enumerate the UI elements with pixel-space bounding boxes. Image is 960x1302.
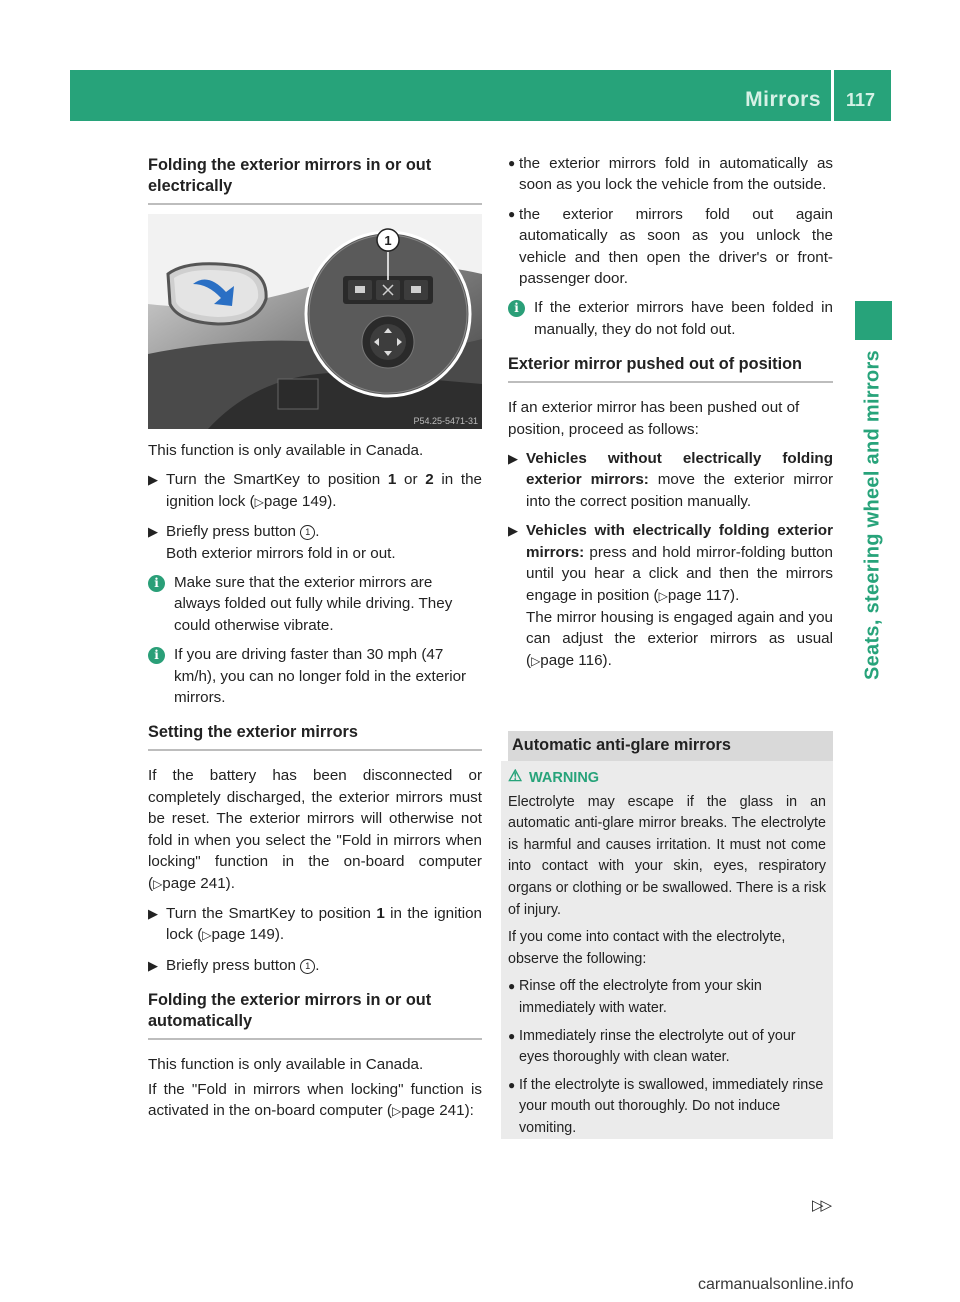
- right-column: [508, 153, 833, 672]
- arrow-right-icon: ▶: [508, 451, 518, 467]
- arrow-right-icon: ▶: [148, 524, 158, 540]
- arrow-right-icon: ▶: [508, 523, 518, 539]
- note-manual-fold: i If the exterior mirrors have been folded in manually, they do not fold out.: [508, 297, 833, 340]
- list-item: ● the exterior mirrors fold out again automatically as soon as you unlock the vehicle and then open the driver's or front-passenger door.: [508, 205, 833, 288]
- bullet-icon: ●: [508, 1077, 516, 1092]
- bullet-icon: ●: [508, 1028, 516, 1043]
- list-item: ● If the electrolyte is swallowed, immediately rinse your mouth out thoroughly. Do not induce vomiting.: [508, 1076, 824, 1136]
- list-item: ● Immediately rinse the electrolyte out of your eyes thoroughly with clean water.: [508, 1027, 796, 1066]
- availability-text: This function is only available in Canada.: [148, 442, 424, 459]
- info-icon: i: [148, 575, 165, 592]
- arrow-right-icon: ▶: [148, 905, 158, 921]
- page-reference-icon: ▷: [658, 588, 668, 603]
- info-icon: i: [508, 300, 525, 317]
- list-item: ● Rinse off the electrolyte from your skin immediately with water.: [508, 978, 762, 1016]
- availability-text-2: This function is only available in Canada.: [148, 1056, 424, 1074]
- photo-code: P54.25-5471-31: [413, 416, 478, 426]
- page-link[interactable]: page 149).: [263, 492, 337, 510]
- left-column-top: [148, 155, 482, 219]
- section-title: Mirrors: [745, 88, 821, 111]
- list-item: ● the exterior mirrors fold in automatically as soon as you lock the vehicle from the outside.: [508, 155, 833, 194]
- reset-text: If the battery has been disconnected or completely discharged, the exterior mirrors must be reset. The exterior mirrors will otherwise not fold in when you select the "Fold in mirrors when locking" function in the on-board computer (▷page 241).: [148, 767, 482, 892]
- page-number: 117: [846, 90, 876, 110]
- page-link[interactable]: page 149).: [211, 926, 285, 944]
- callout-number: 1: [384, 233, 392, 248]
- auto-fold-condition: If the "Fold in mirrors when locking" function is activated in the on-board computer (▷page 241):: [148, 1080, 482, 1119]
- step-press-button-2: ▶ Briefly press button 1 .: [148, 955, 482, 976]
- bullet-icon: ●: [508, 156, 516, 170]
- page-link[interactable]: page 116).: [540, 651, 612, 669]
- chapter-tab-marker: [855, 301, 892, 340]
- warning-label: ⚠ WARNING: [508, 768, 600, 786]
- heading-setting-mirrors: Setting the exterior mirrors: [148, 722, 482, 751]
- note-fold-out: i Make sure that the exterior mirrors are always folded out fully while driving. They could otherwise vibrate.: [148, 572, 482, 636]
- step-turn-smartkey: ▶ Turn the SmartKey to position 1 or 2 in the ignition lock (▷page 149).: [148, 471, 482, 510]
- heading-pushed-out: Exterior mirror pushed out of position: [508, 354, 833, 383]
- arrow-right-icon: ▶: [148, 957, 158, 973]
- info-icon: i: [148, 647, 165, 664]
- watermark: carmanualsonline.info: [698, 1276, 854, 1293]
- step-without-folding: ▶ Vehicles without electrically folding exterior mirrors: move the exterior mirror into the correct position manually.: [508, 450, 834, 510]
- page-reference-icon: ▷: [531, 653, 541, 668]
- arrow-right-icon: ▶: [148, 472, 158, 488]
- warning-instruction: If you come into contact with the electrolyte, observe the following:: [508, 929, 786, 967]
- page-reference-icon: ▷: [391, 1103, 402, 1118]
- chapter-tab-label: Seats, steering wheel and mirrors: [861, 349, 884, 681]
- warning-content: [508, 768, 826, 1140]
- page-link[interactable]: page 241).: [162, 874, 235, 892]
- bullet-icon: ●: [508, 979, 516, 994]
- step-turn-smartkey-2: ▶ Turn the SmartKey to position 1 in the ignition lock (▷page 149).: [148, 904, 482, 944]
- page-reference-icon: ▷: [254, 494, 264, 509]
- heading-folding-automatically: Folding the exterior mirrors in or out automatically: [148, 990, 482, 1040]
- callout-ref-icon: 1: [300, 959, 315, 974]
- header-separator: [831, 70, 834, 121]
- left-column-body: [148, 440, 482, 1122]
- next-page-icon[interactable]: ▷▷: [812, 1197, 830, 1214]
- note-speed: i If you are driving faster than 30 mph (47 km/h), you can no longer fold in the exterior mirrors.: [148, 644, 482, 708]
- heading-anti-glare: Automatic anti-glare mirrors: [512, 736, 731, 754]
- step-press-button: ▶ Briefly press button 1 . Both exterior mirrors fold in or out.: [148, 523, 396, 562]
- page-link[interactable]: page 117).: [667, 586, 740, 604]
- warning-text: Electrolyte may escape if the glass in an automatic anti-glare mirror breaks. The electrolyte is harmful and causes irritation. It must not come into contact with your skin, eyes, respiratory organs or clothing or be swallowed. There is a risk of injury.: [508, 793, 826, 918]
- page-link[interactable]: page 241):: [401, 1101, 474, 1119]
- heading-folding-electrically: Folding the exterior mirrors in or out electrically: [148, 155, 482, 205]
- page-reference-icon: ▷: [202, 928, 212, 943]
- bullet-icon: ●: [508, 206, 516, 221]
- warning-triangle-icon: ⚠: [508, 768, 523, 785]
- callout-ref-icon: 1: [300, 525, 315, 540]
- page-reference-icon: ▷: [153, 876, 163, 891]
- pushed-out-text: If an exterior mirror has been pushed out of position, proceed as follows:: [508, 399, 800, 438]
- step-with-folding: ▶ Vehicles with electrically folding exterior mirrors: press and hold mirror-folding button until you hear a click and then the mirrors engage in position (▷page 117). The mirror housing is engaged again and you can adjust the exterior mirrors as usual (▷page 116).: [508, 522, 833, 669]
- mirror-switch-photo: [148, 214, 482, 429]
